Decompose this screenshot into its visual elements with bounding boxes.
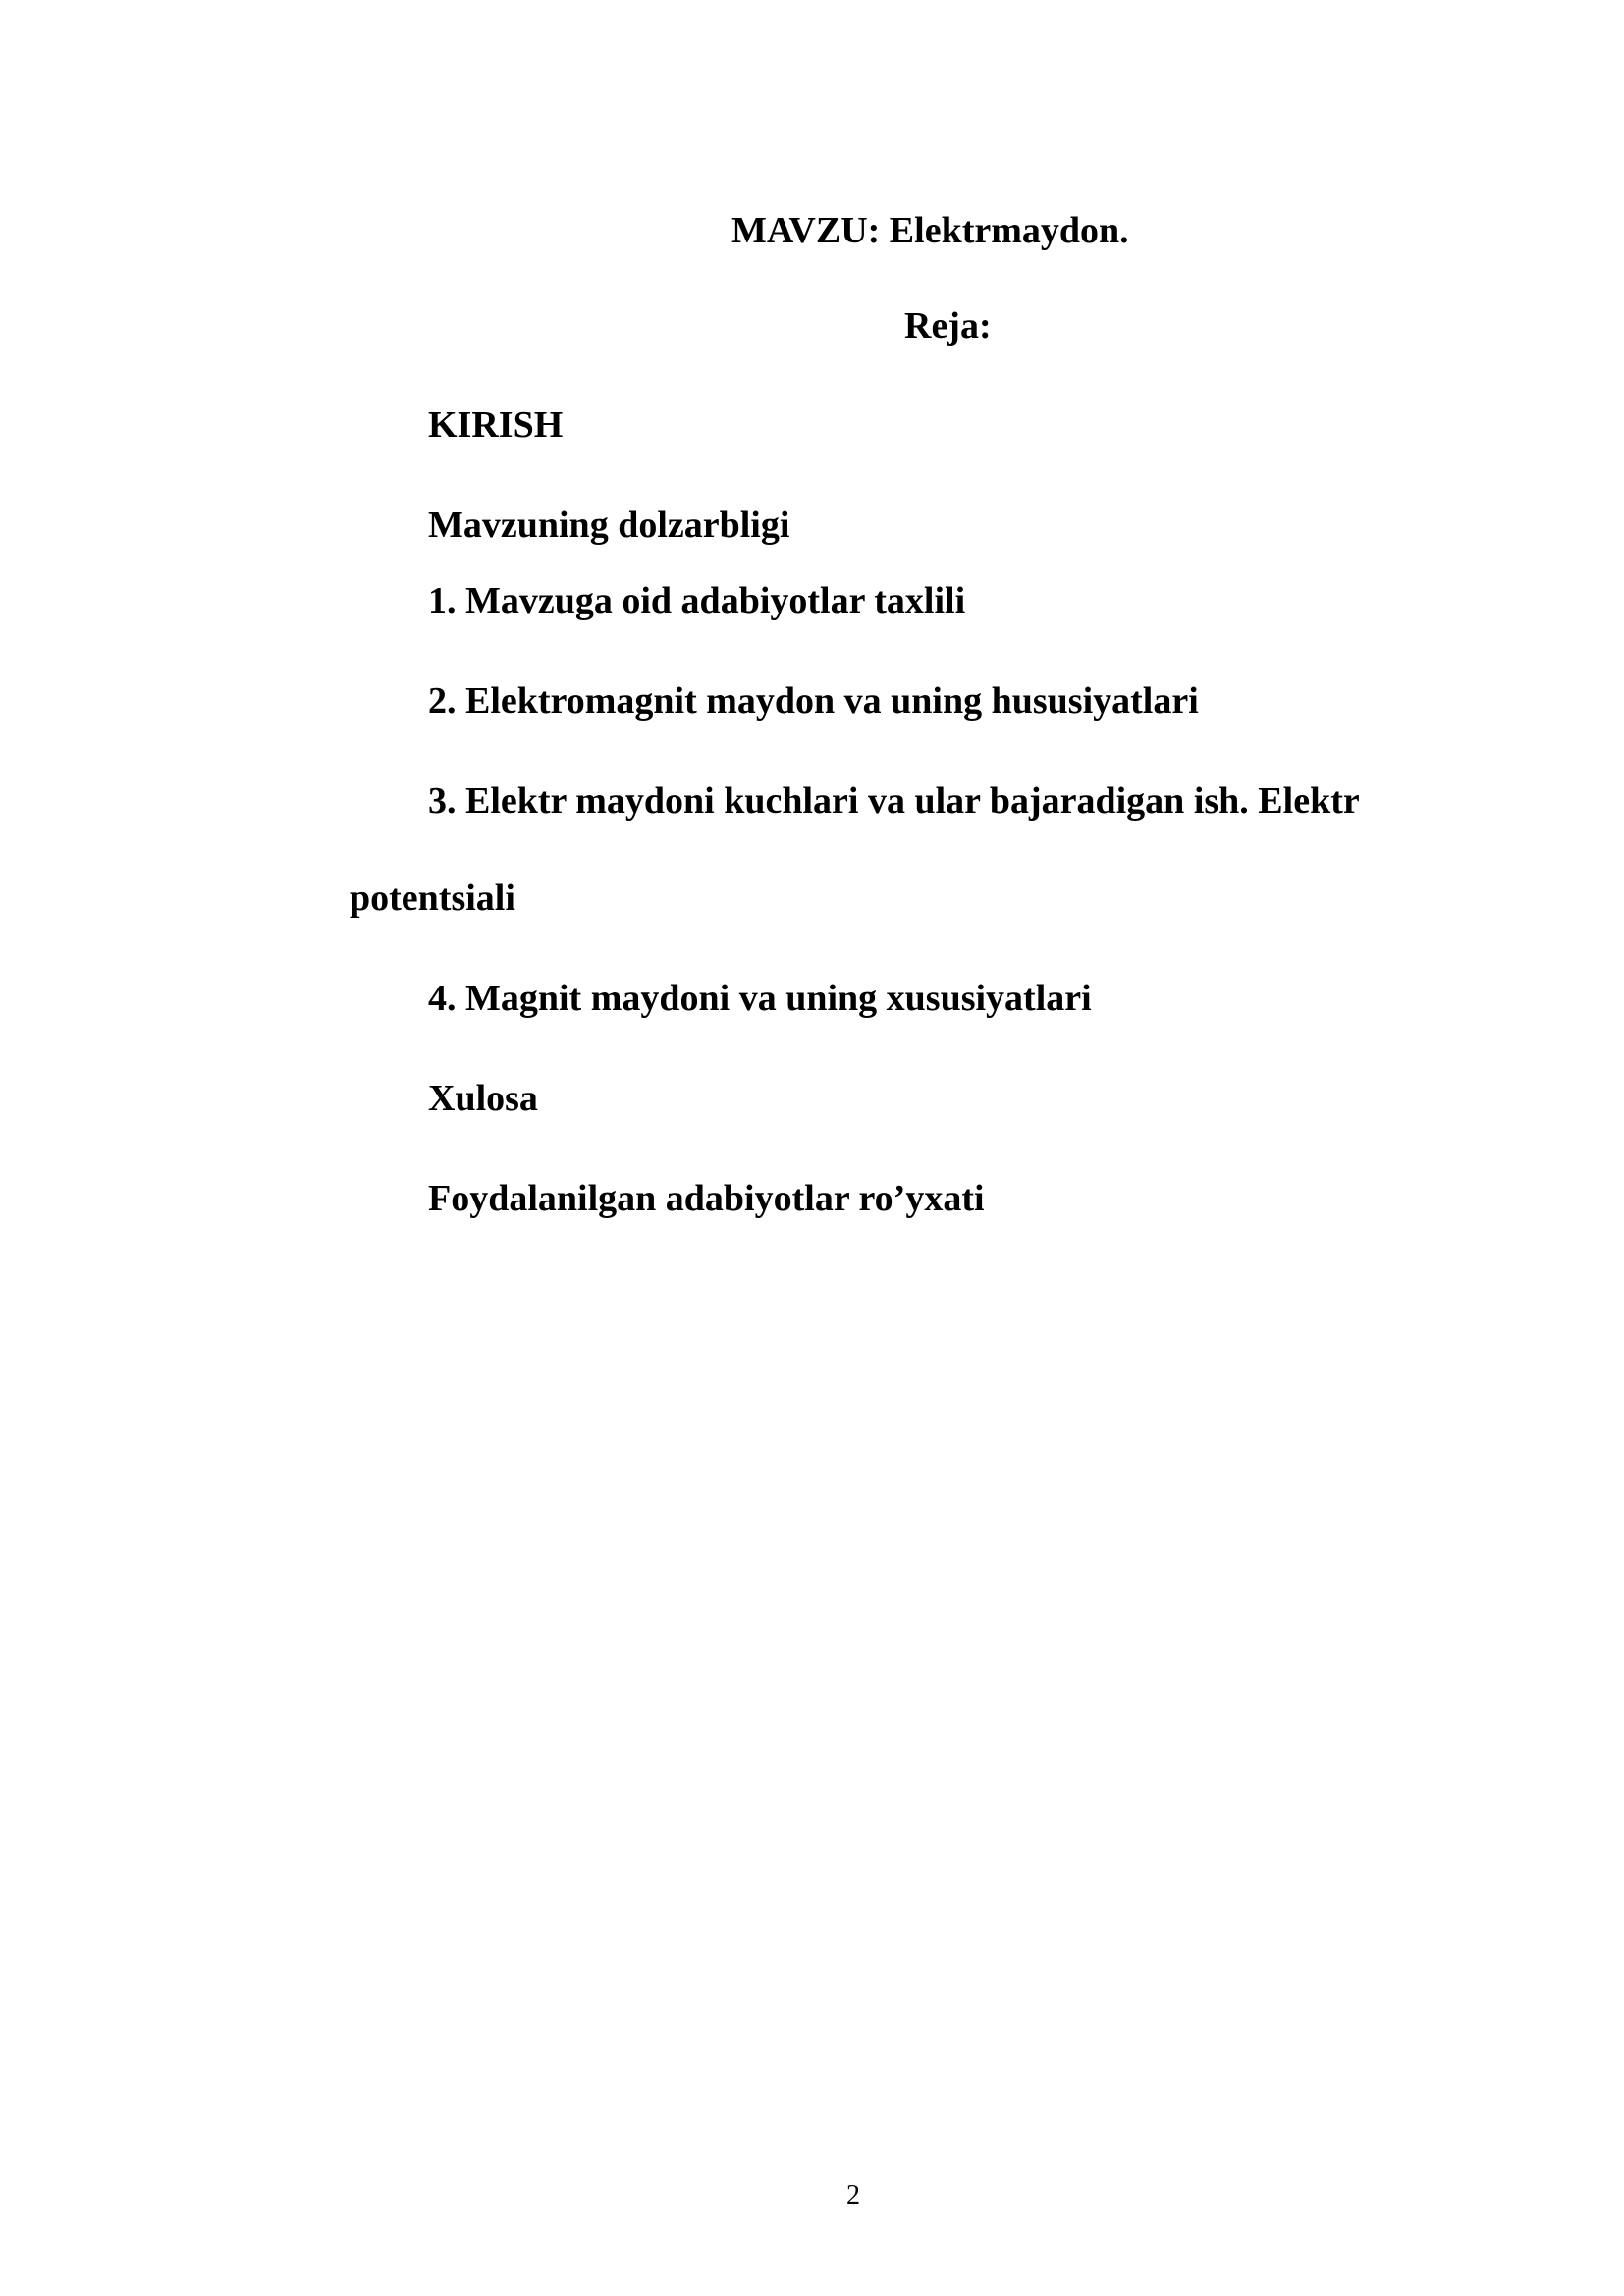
plan-heading: Reja: bbox=[904, 305, 992, 347]
plan-item-3: 3. Elektr maydoni kuchlari va ular bajaradigan ish. Elektr bbox=[428, 780, 1360, 822]
plan-item-references: Foydalanilgan adabiyotlar ro’yxati bbox=[428, 1178, 985, 1219]
plan-item-3-continuation: potentsiali bbox=[350, 878, 515, 919]
plan-item-4: 4. Magnit maydoni va uning xususiyatlari bbox=[428, 978, 1092, 1019]
document-title: MAVZU: Elektrmaydon. bbox=[731, 210, 1129, 251]
page-number: 2 bbox=[846, 2180, 860, 2211]
plan-item-relevance: Mavzuning dolzarbligi bbox=[428, 505, 790, 546]
plan-item-conclusion: Xulosa bbox=[428, 1078, 538, 1119]
plan-item-1: 1. Mavzuga oid adabiyotlar taxlili bbox=[428, 580, 966, 621]
plan-item-2: 2. Elektromagnit maydon va uning hususiyatlari bbox=[428, 680, 1199, 721]
plan-item-introduction: KIRISH bbox=[428, 404, 564, 446]
